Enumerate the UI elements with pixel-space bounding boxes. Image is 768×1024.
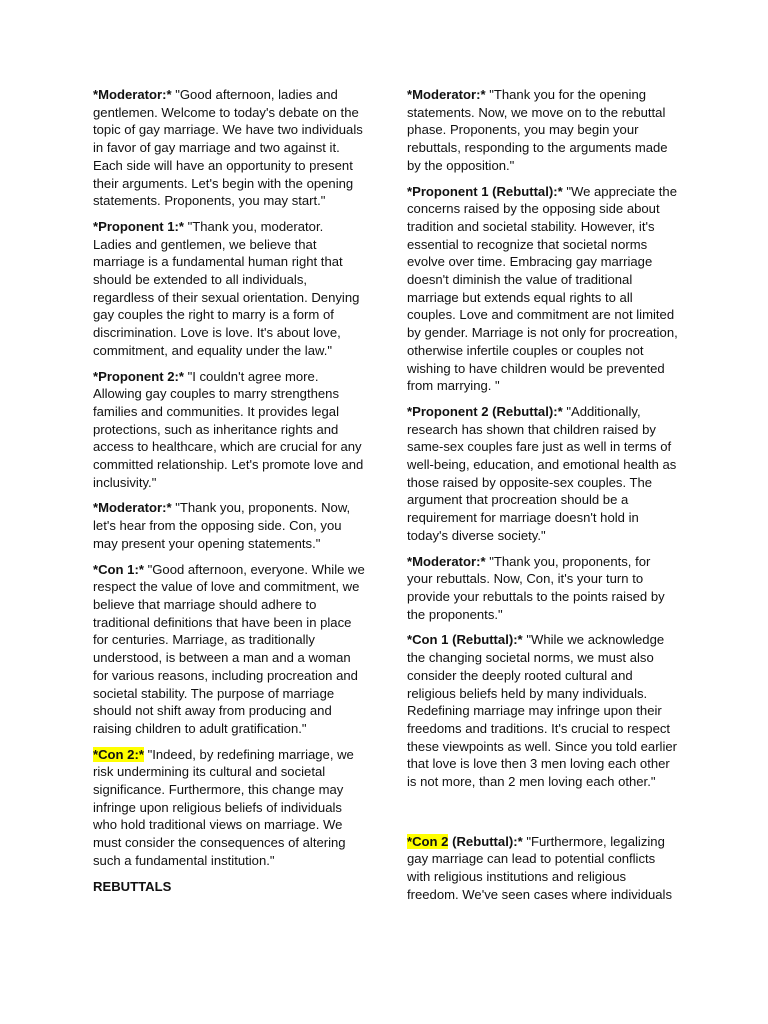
- statement-text: "Furthermore, legalizing gay marriage can lead to potential conflicts with religious institutions and religious freedom. We've seen cases where individuals: [407, 833, 672, 902]
- statement-proponent-1: [93, 218, 365, 360]
- speaker-label: *Proponent 2:*: [93, 368, 184, 384]
- statement-proponent-2: [93, 368, 365, 492]
- speaker-label: *Moderator:*: [407, 553, 486, 569]
- statement-text: "Additionally, research has shown that children raised by same-sex couples fare just as well in terms of well-being, education, and emotional health as those raised by opposite-sex couples. The argument that procreation should be a requirement for marriage doesn't hold in today's diverse society.": [407, 403, 677, 543]
- statement-con-1: [93, 561, 365, 738]
- left-column: [93, 86, 365, 895]
- rebuttals-heading: REBUTTALS: [93, 878, 172, 894]
- statement-moderator-rebuttal-intro: [407, 86, 679, 175]
- paragraph-gap: [407, 799, 679, 833]
- statement-text: "Indeed, by redefining marriage, we risk undermining its cultural and societal significance. Furthermore, this change may infringe upon religious beliefs of individuals who hold traditional views on marriage. We must consider the consequences of altering such a fundamental institution.": [93, 746, 354, 868]
- statement-moderator-con-turn: [407, 553, 679, 624]
- speaker-label: *Con 1 (Rebuttal):*: [407, 632, 523, 648]
- statement-con-2-rebuttal: [407, 833, 679, 904]
- statement-con-2: [93, 746, 365, 870]
- statement-text: "I couldn't agree more. Allowing gay couples to marry strengthens families and communities. It provides legal protections, such as inheritance rights and access to healthcare, which are crucial for any committed relationship. Let's promote love and inclusivity.": [93, 368, 364, 490]
- statement-proponent-2-rebuttal: [407, 403, 679, 545]
- speaker-label: *Con 1:*: [93, 561, 144, 577]
- right-column: [407, 86, 679, 912]
- statement-moderator-transition: [93, 499, 365, 552]
- statement-moderator-opening: [93, 86, 365, 210]
- speaker-label: *Proponent 1:*: [93, 218, 184, 234]
- speaker-label: *Proponent 2 (Rebuttal):*: [407, 403, 563, 419]
- speaker-label: *Moderator:*: [93, 500, 172, 516]
- speaker-label-highlighted: *Con 2: [407, 833, 449, 849]
- speaker-label: *Proponent 1 (Rebuttal):*: [407, 183, 563, 199]
- speaker-label-highlighted: *Con 2:*: [93, 746, 144, 762]
- statement-text: "Thank you, moderator. Ladies and gentlemen, we believe that marriage is a fundamental human right that should be extended to all individuals, regardless of their sexual orientation. Denying gay couples the right to marry is a form of discrimination. Love is love. It's about love, commitment, and equality under the law.": [93, 218, 360, 358]
- statement-text: "We appreciate the concerns raised by the opposing side about tradition and societal stability. However, it's essential to recognize that societal norms evolve over time. Embracing gay marriage doesn't diminish the value of traditional marriage but extends equal rights to all couples. Love and commitment are not limited by gender. Marriage is not only for procreation, otherwise infertile couples or couples not wishing to have children would be prevented from marrying. ": [407, 183, 678, 394]
- statement-con-1-rebuttal: [407, 631, 679, 790]
- statement-text: "Thank you, proponents. Now, let's hear from the opposing side. Con, you may present your opening statements.": [93, 500, 351, 551]
- statement-proponent-1-rebuttal: [407, 183, 679, 395]
- statement-text: "Thank you, proponents, for your rebuttals. Now, Con, it's your turn to provide your rebuttals to the points raised by the proponents.": [407, 553, 665, 622]
- statement-text: "Good afternoon, ladies and gentlemen. Welcome to today's debate on the topic of gay marriage. We have two individuals in favor of gay marriage and two against it. Each side will have an opportunity to present their arguments. Let's begin with the opening statements. Proponents, you may start.": [93, 87, 363, 209]
- statement-text: "Thank you for the opening statements. Now, we move on to the rebuttal phase. Proponents, you may begin your rebuttals, responding to the arguments made by the opposition.": [407, 87, 668, 173]
- speaker-label: *Moderator:*: [93, 87, 172, 102]
- speaker-label-rest: (Rebuttal):*: [448, 833, 523, 849]
- statement-text: "While we acknowledge the changing societal norms, we must also consider the deeply rooted cultural and religious beliefs held by many individuals. Redefining marriage may infringe upon their freedoms and traditions. It's crucial to respect these viewpoints as well. Since you told earlier that love is love then 3 men loving each other is not more, than 2 men loving each other.": [407, 632, 678, 790]
- speaker-label: *Moderator:*: [407, 87, 486, 102]
- statement-text: "Good afternoon, everyone. While we respect the value of love and commitment, we believe that marriage should adhere to traditional definitions that have been in place for centuries. Marriage, as traditionally understood, is between a man and a woman for various reasons, including procreation and societal stability. The purpose of marriage should not shift away from producing and raising children to adult gratification.": [93, 561, 365, 736]
